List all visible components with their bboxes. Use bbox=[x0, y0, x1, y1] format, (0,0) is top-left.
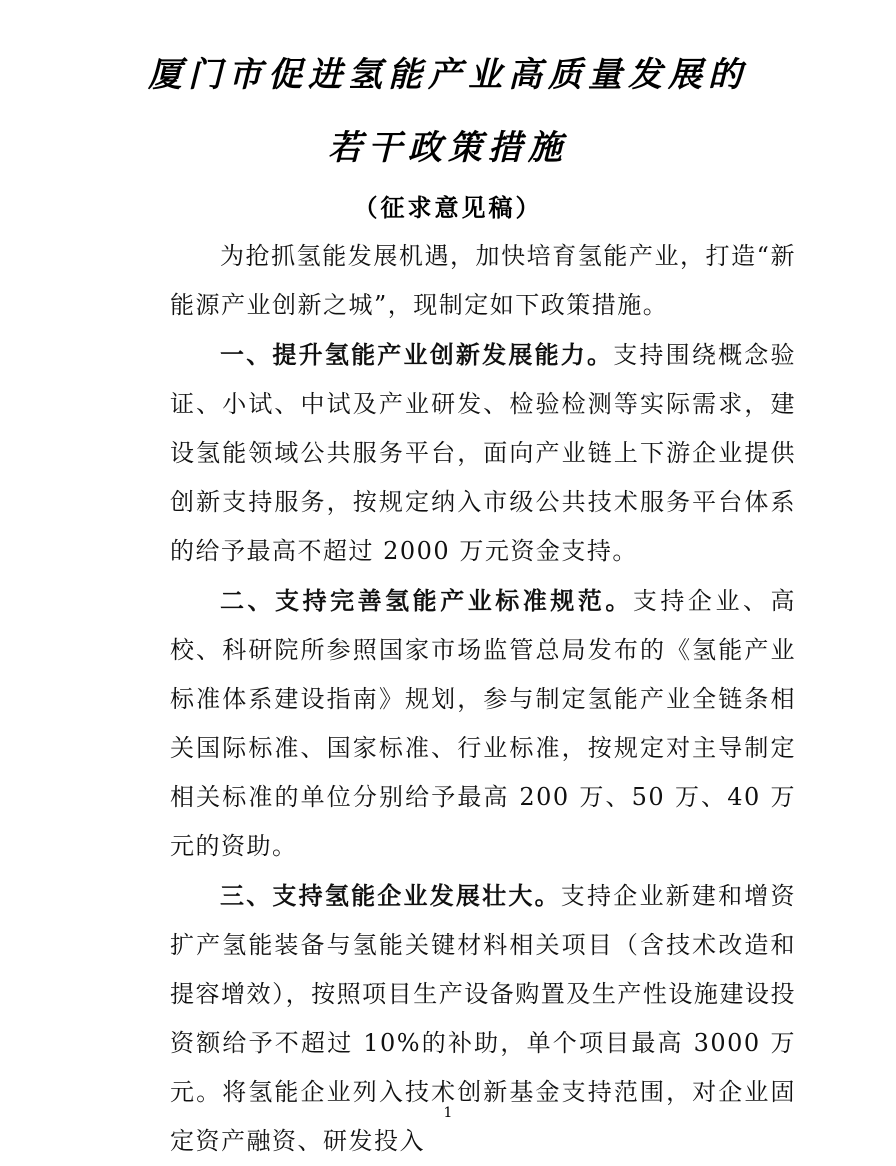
page-number: 1 bbox=[443, 1105, 453, 1121]
section-text-2: 支持企业、高校、科研院所参照国家市场监管总局发布的《氢能产业标准体系建设指南》规划，参与制定氢能产业全链条相关国际标准、国家标准、行业标准，按规定对主导制定相关标准的单位分别给予最高 200 万、50 万、40 万元的资助。 bbox=[170, 587, 796, 860]
section-paragraph-2 bbox=[170, 576, 796, 871]
section-paragraph-1 bbox=[170, 330, 796, 576]
section-text-3: 支持企业新建和增资扩产氢能装备与氢能关键材料相关项目（含技术改造和提容增效），按照项目生产设备购置及生产性设施建设投资额给予不超过 10%的补助，单个项目最高 3000 万元。将氢能企业列入技术创新基金支持范围，对企业固定资产融资、研发投入 bbox=[170, 882, 797, 1155]
intro-paragraph: 为抢抓氢能发展机遇，加快培育氢能产业，打造“新能源产业创新之城”，现制定如下政策措施。 bbox=[170, 242, 796, 319]
document-title-line1: 厦门市促进氢能产业高质量发展的 bbox=[148, 55, 748, 95]
section-heading-2: 二、支持完善氢能产业标准规范。 bbox=[220, 586, 633, 615]
section-heading-1: 一、提升氢能产业创新发展能力。 bbox=[220, 340, 614, 369]
document-title-line2: 若干政策措施 bbox=[328, 128, 568, 168]
document-body bbox=[170, 232, 796, 1166]
section-text-1: 支持围绕概念验证、小试、中试及产业研发、检验检测等实际需求，建设氢能领域公共服务平台，面向产业链上下游企业提供创新支持服务，按规定纳入市级公共技术服务平台体系的给予最高不超过 2000 万元资金支持。 bbox=[170, 341, 797, 565]
section-heading-3: 三、支持氢能企业发展壮大。 bbox=[220, 881, 561, 910]
document-subtitle: （征求意见稿） bbox=[353, 193, 543, 222]
